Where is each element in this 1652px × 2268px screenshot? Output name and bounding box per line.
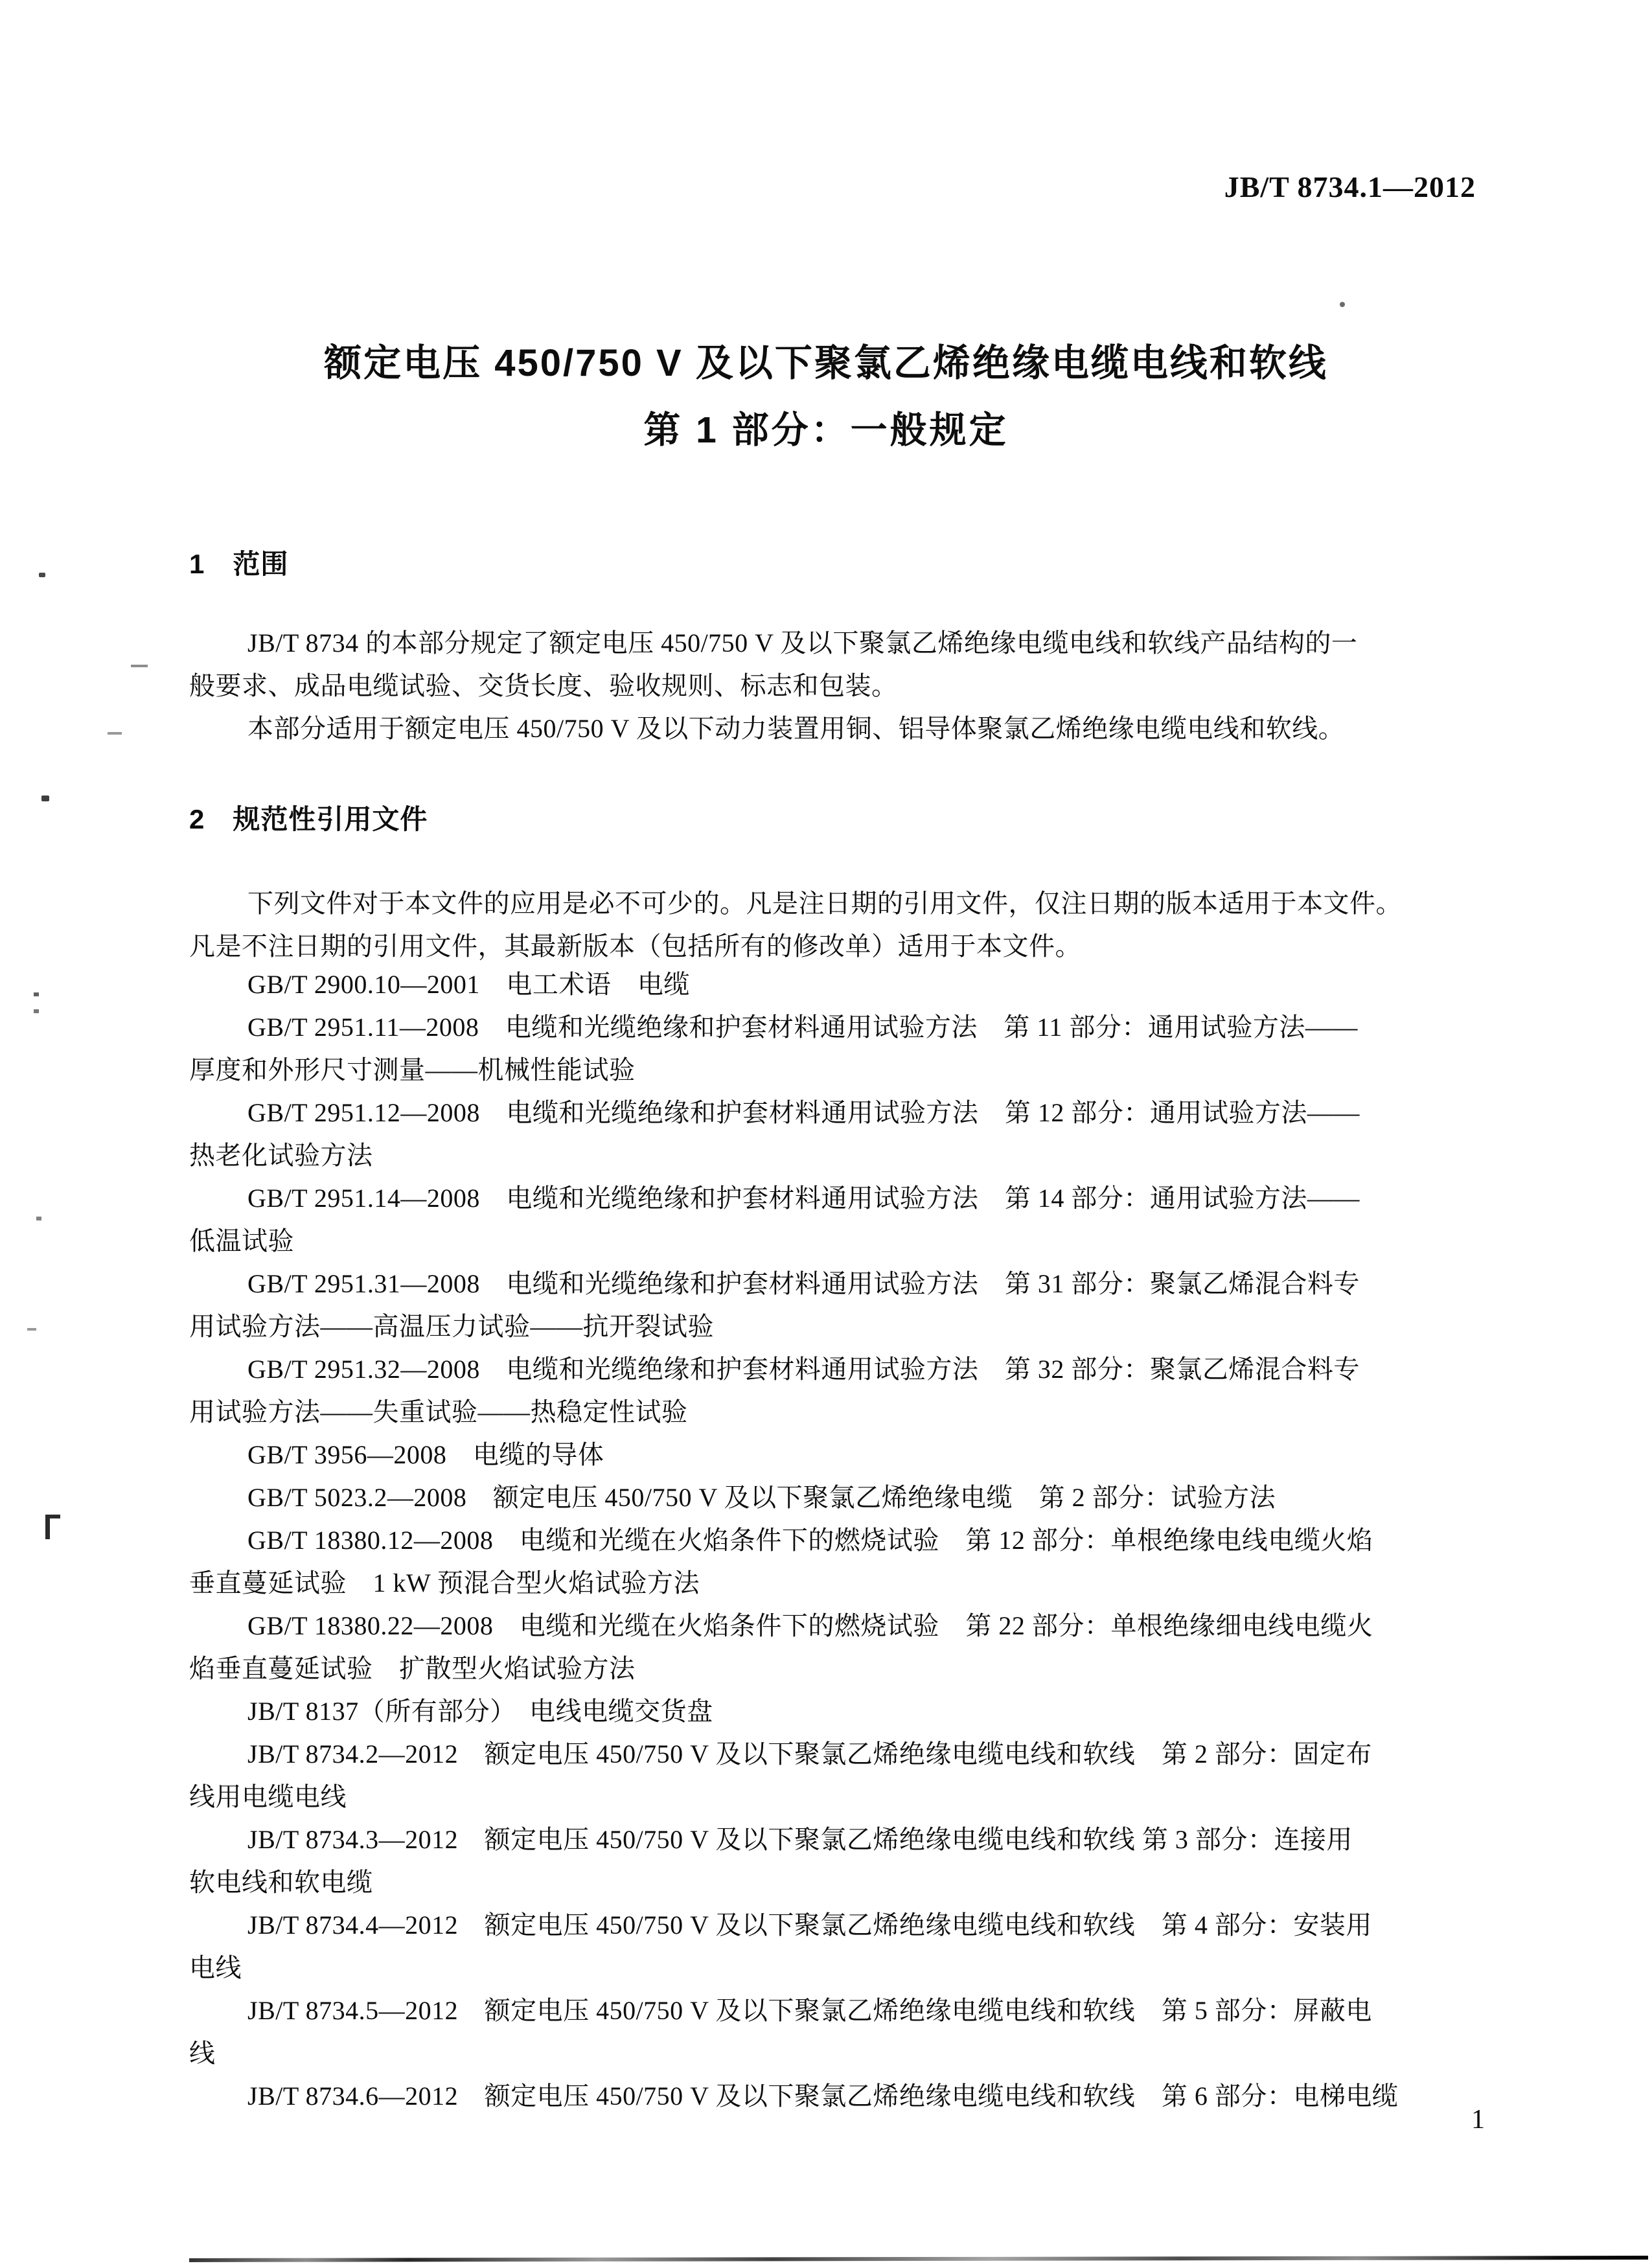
reference-line: 用试验方法——失重试验——热稳定性试验 bbox=[189, 1397, 688, 1426]
reference-line: 焰垂直蔓延试验 扩散型火焰试验方法 bbox=[189, 1654, 636, 1683]
reference-line: GB/T 18380.22—2008 电缆和光缆在火焰条件下的燃烧试验 第 22 部分：单根绝缘细电线电缆火 bbox=[247, 1611, 1373, 1640]
reference-line: JB/T 8734.2—2012 额定电压 450/750 V 及以下聚氯乙烯绝缘电缆电线和软线 第 2 部分：固定布 bbox=[247, 1739, 1372, 1769]
reference-line: JB/T 8734.4—2012 额定电压 450/750 V 及以下聚氯乙烯绝缘电缆电线和软线 第 4 部分：安装用 bbox=[247, 1910, 1372, 1940]
reference-line: GB/T 3956—2008 电缆的导体 bbox=[247, 1440, 604, 1469]
scan-speck bbox=[131, 665, 148, 667]
reference-line: GB/T 5023.2—2008 额定电压 450/750 V 及以下聚氯乙烯绝缘电缆 第 2 部分：试验方法 bbox=[247, 1483, 1276, 1512]
title-line-1: 额定电压 450/750 V 及以下聚氯乙烯绝缘电缆电线和软线 bbox=[324, 342, 1328, 384]
title-line-2: 第 1 部分：一般规定 bbox=[643, 409, 1009, 451]
reference-line: JB/T 8734.6—2012 额定电压 450/750 V 及以下聚氯乙烯绝缘电缆电线和软线 第 6 部分：电梯电缆 bbox=[247, 2081, 1399, 2111]
section-2-heading: 2 规范性引用文件 bbox=[189, 804, 428, 834]
text-line: 凡是不注日期的引用文件，其最新版本（包括所有的修改单）适用于本文件。 bbox=[189, 932, 1081, 961]
text-line: JB/T 8734 的本部分规定了额定电压 450/750 V 及以下聚氯乙烯绝缘电缆电线和软线产品结构的一 bbox=[247, 628, 1358, 658]
section-1-heading: 1 范围 bbox=[189, 549, 289, 579]
scan-speck bbox=[36, 1217, 41, 1220]
reference-line: GB/T 2951.12—2008 电缆和光缆绝缘和护套材料通用试验方法 第 12 部分：通用试验方法—— bbox=[247, 1098, 1360, 1127]
scan-speck bbox=[41, 796, 49, 801]
scan-edge-line bbox=[189, 2256, 1648, 2262]
section-1-paragraph bbox=[189, 622, 1485, 750]
scan-speck bbox=[39, 573, 45, 577]
text-line: 本部分适用于额定电压 450/750 V 及以下动力装置用铜、铝导体聚氯乙烯绝缘电缆电线和软线。 bbox=[247, 714, 1345, 743]
scan-speck bbox=[34, 992, 39, 996]
reference-line: 电线 bbox=[189, 1953, 242, 1982]
reference-line: 用试验方法——高温压力试验——抗开裂试验 bbox=[189, 1312, 714, 1341]
standard-code-header: JB/T 8734.1—2012 bbox=[1224, 170, 1476, 203]
reference-line: GB/T 2951.14—2008 电缆和光缆绝缘和护套材料通用试验方法 第 14 部分：通用试验方法—— bbox=[247, 1184, 1360, 1213]
normative-references-list bbox=[189, 963, 1485, 2118]
reference-line: GB/T 2900.10—2001 电工术语 电缆 bbox=[247, 970, 690, 999]
reference-line: 线用电缆电线 bbox=[189, 1782, 347, 1811]
scan-speck bbox=[108, 732, 122, 735]
text-line: 般要求、成品电缆试验、交货长度、验收规则、标志和包装。 bbox=[189, 671, 898, 700]
reference-line: 厚度和外形尺寸测量——机械性能试验 bbox=[189, 1055, 636, 1084]
reference-line: 低温试验 bbox=[189, 1226, 294, 1255]
reference-line: 垂直蔓延试验 1 kW 预混合型火焰试验方法 bbox=[189, 1568, 700, 1598]
reference-line: GB/T 2951.31—2008 电缆和光缆绝缘和护套材料通用试验方法 第 31 部分：聚氯乙烯混合料专 bbox=[247, 1269, 1360, 1298]
reference-line: GB/T 2951.11—2008 电缆和光缆绝缘和护套材料通用试验方法 第 11 部分：通用试验方法—— bbox=[247, 1013, 1358, 1042]
reference-line: GB/T 18380.12—2008 电缆和光缆在火焰条件下的燃烧试验 第 12 部分：单根绝缘电线电缆火焰 bbox=[247, 1526, 1373, 1555]
reference-line: JB/T 8734.5—2012 额定电压 450/750 V 及以下聚氯乙烯绝缘电缆电线和软线 第 5 部分：屏蔽电 bbox=[247, 1996, 1372, 2025]
scan-speck bbox=[34, 1009, 39, 1013]
reference-line: JB/T 8734.3—2012 额定电压 450/750 V 及以下聚氯乙烯绝缘电缆电线和软线 第 3 部分：连接用 bbox=[247, 1825, 1353, 1854]
scan-mark bbox=[45, 1515, 60, 1539]
scan-speck bbox=[1340, 302, 1345, 307]
section-2-paragraph bbox=[189, 882, 1485, 968]
page-number: 1 bbox=[1471, 2105, 1485, 2135]
scan-speck bbox=[27, 1328, 36, 1331]
reference-line: JB/T 8137（所有部分） 电线电缆交货盘 bbox=[247, 1697, 713, 1726]
text-line: 下列文件对于本文件的应用是必不可少的。凡是注日期的引用文件，仅注日期的版本适用于本文件。 bbox=[247, 889, 1402, 918]
reference-line: GB/T 2951.32—2008 电缆和光缆绝缘和护套材料通用试验方法 第 32 部分：聚氯乙烯混合料专 bbox=[247, 1355, 1360, 1384]
reference-line: 线 bbox=[189, 2039, 216, 2068]
reference-line: 热老化试验方法 bbox=[189, 1141, 373, 1170]
document-title bbox=[0, 339, 1652, 453]
reference-line: 软电线和软电缆 bbox=[189, 1868, 373, 1897]
